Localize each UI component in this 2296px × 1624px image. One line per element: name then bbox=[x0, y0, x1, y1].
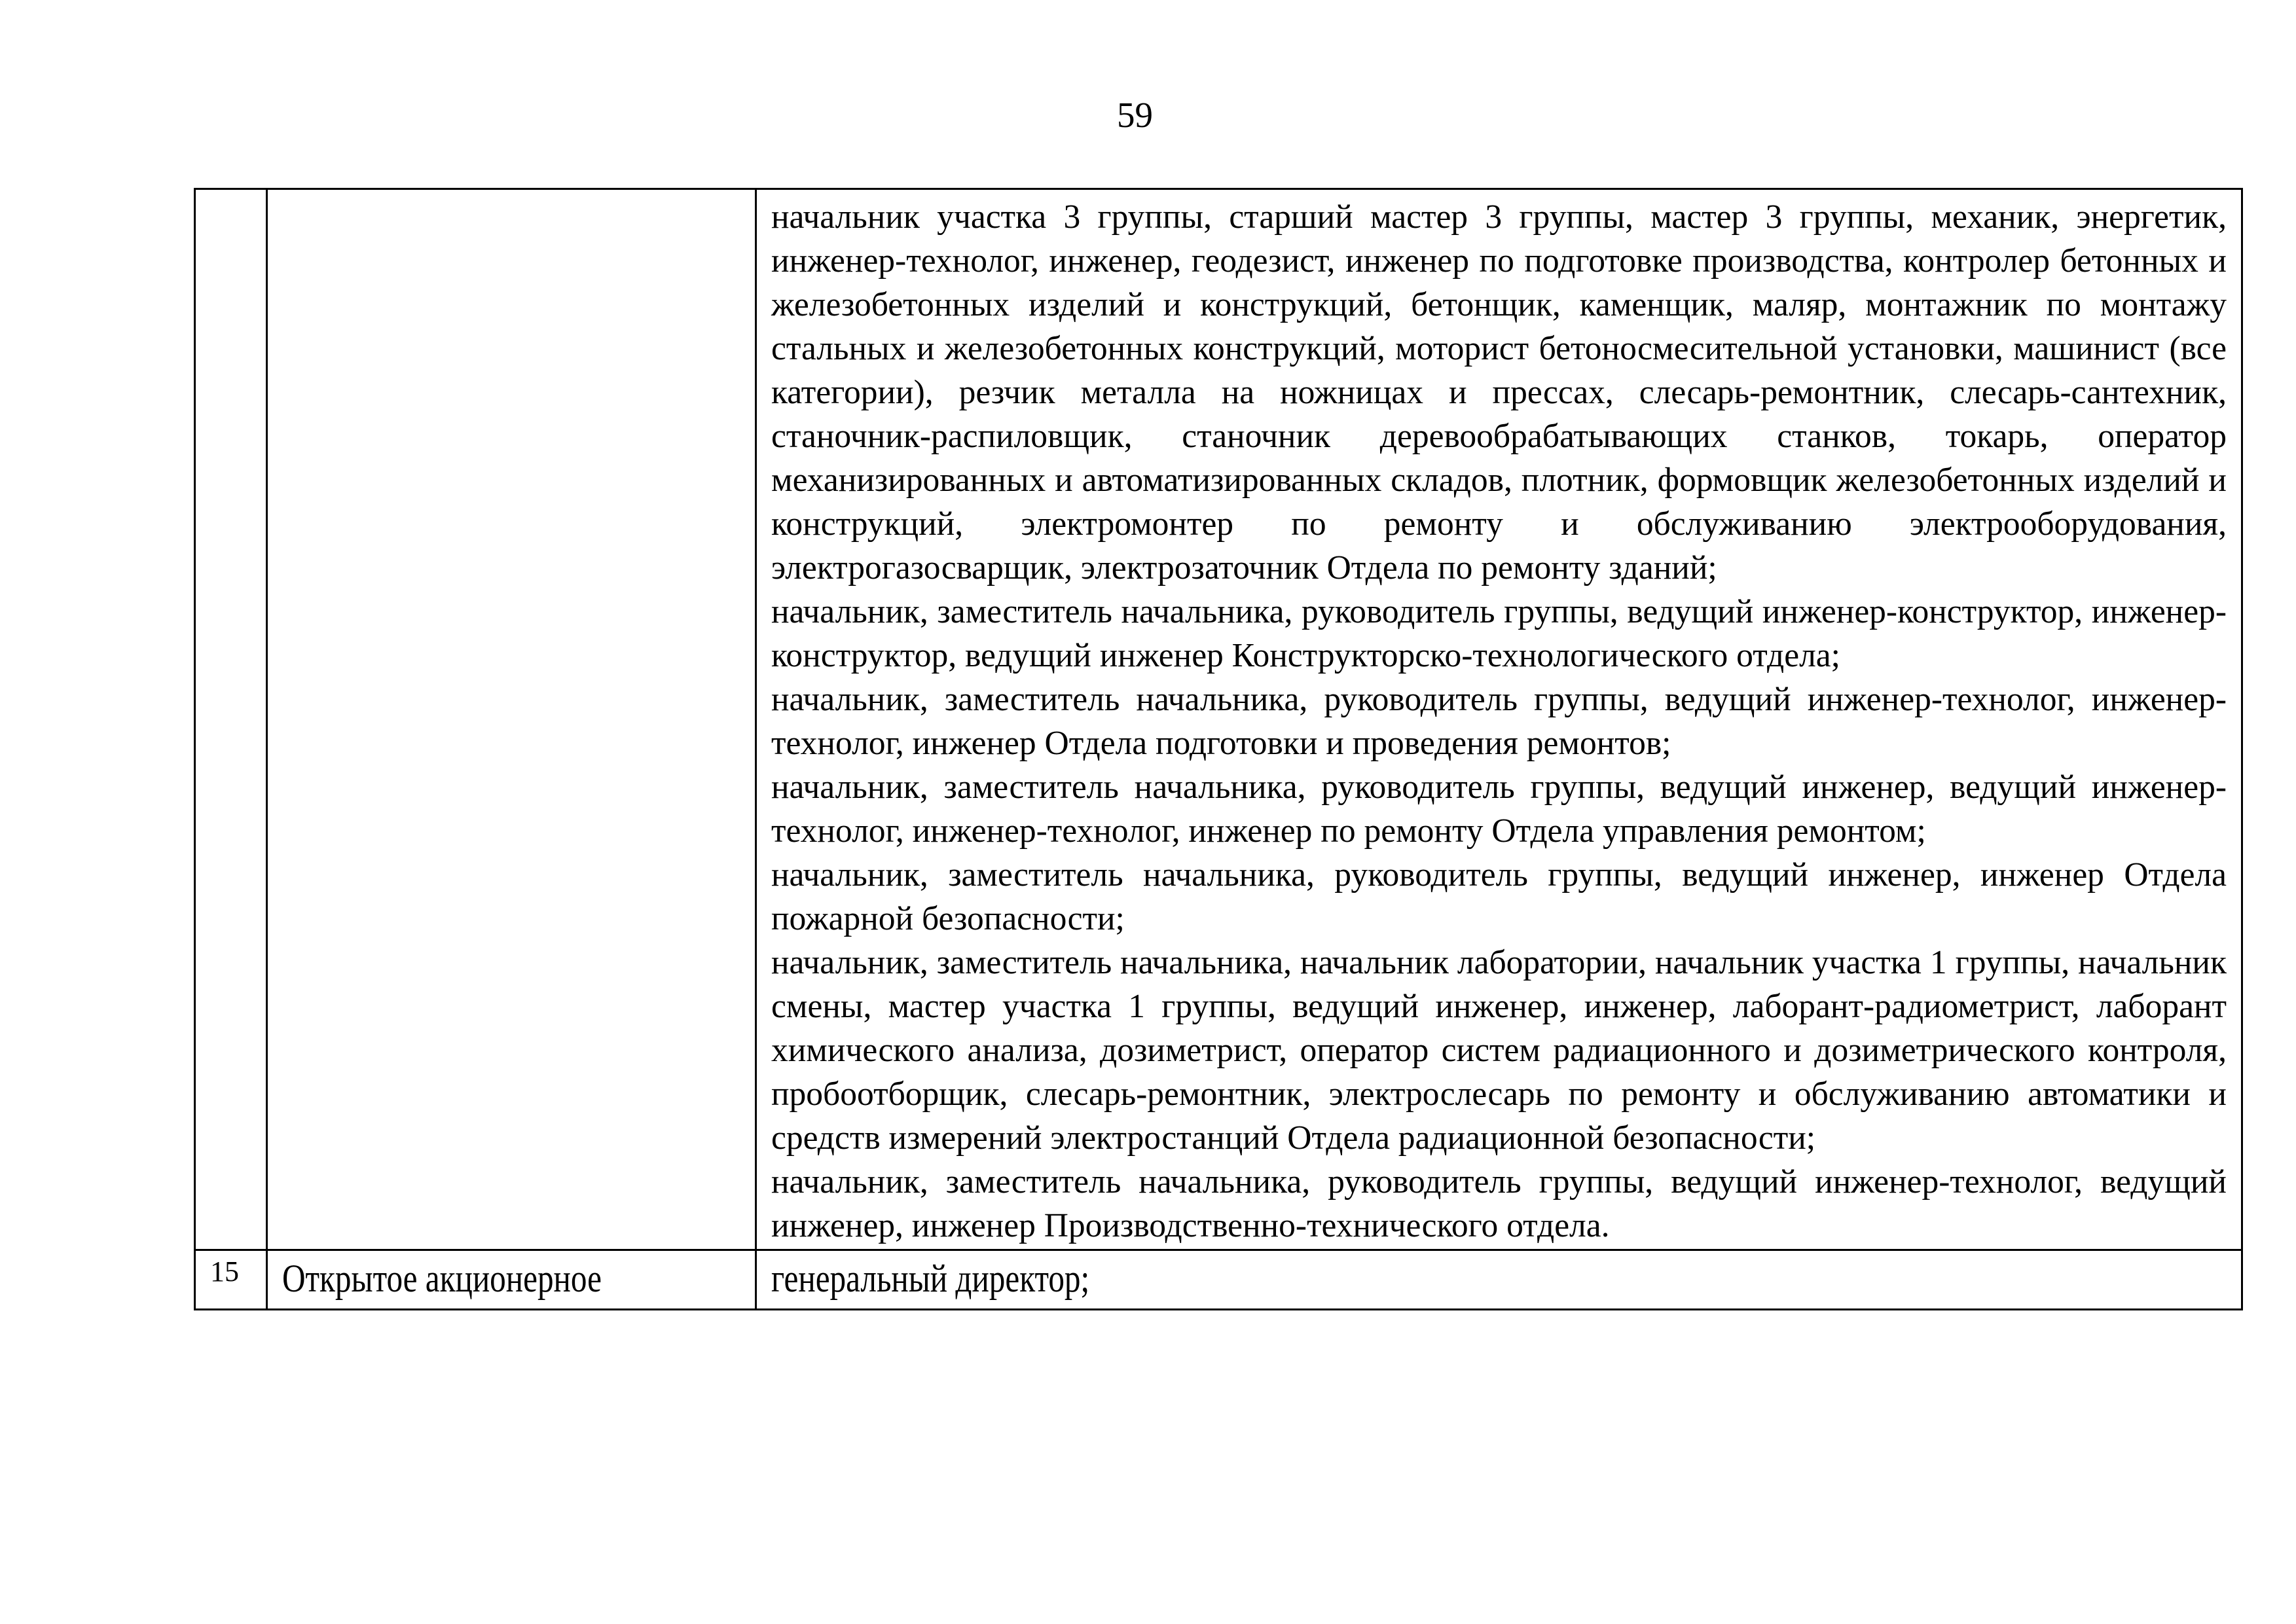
organization-cell bbox=[267, 189, 756, 1250]
positions-paragraph: начальник, заместитель начальника, руководитель группы, ведущий инженер-технолог, ведущий инженер, инженер Производственно-технического отдела. bbox=[771, 1163, 2227, 1244]
positions-paragraph: начальник, заместитель начальника, руководитель группы, ведущий инженер-конструктор, инженер-конструктор, ведущий инженер Конструкторско-технологического отдела; bbox=[771, 593, 2227, 674]
position-text: генеральный директор; bbox=[771, 1257, 1090, 1300]
row-number-cell bbox=[195, 189, 267, 1250]
positions-paragraph: начальник участка 3 группы, старший мастер 3 группы, мастер 3 группы, механик, энергетик, инженер-технолог, инженер, геодезист, инженер по подготовке производства, контролер бетонных и железобетонных изделий и конструкций, бетонщик, каменщик, маляр, монтажник по монтажу стальных и железобетонных конструкций, моторист бетоносмесительной установки, машинист (все категории), резчик металла на ножницах и прессах, слесарь-ремонтник, слесарь-сантехник, станочник-распиловщик, станочник деревообрабатывающих станков, токарь, оператор механизированных и автоматизированных складов, плотник, формовщик железобетонных изделий и конструкций, электромонтер по ремонту и обслуживанию электрооборудования, электрогазосварщик, электрозаточник Отдела по ремонту зданий; bbox=[771, 198, 2227, 586]
table-row bbox=[195, 1250, 2242, 1310]
table-row bbox=[195, 189, 2242, 1250]
positions-paragraph: начальник, заместитель начальника, руководитель группы, ведущий инженер-технолог, инженер-технолог, инженер Отдела подготовки и проведения ремонтов; bbox=[771, 681, 2227, 762]
positions-cell bbox=[756, 189, 2242, 1250]
page-number: 59 bbox=[1117, 95, 1153, 135]
row-number-cell bbox=[195, 1250, 267, 1310]
organization-cell bbox=[267, 1250, 756, 1310]
row-number: 15 bbox=[210, 1255, 239, 1288]
organization-name: Открытое акционерное bbox=[282, 1257, 602, 1300]
positions-paragraph: начальник, заместитель начальника, руководитель группы, ведущий инженер, инженер Отдела пожарной безопасности; bbox=[771, 856, 2227, 937]
positions-cell bbox=[756, 1250, 2242, 1310]
positions-paragraph: начальник, заместитель начальника, руководитель группы, ведущий инженер, ведущий инженер-технолог, инженер-технолог, инженер по ремонту Отдела управления ремонтом; bbox=[771, 768, 2227, 850]
positions-paragraph: начальник, заместитель начальника, начальник лаборатории, начальник участка 1 группы, начальник смены, мастер участка 1 группы, ведущий инженер, инженер, лаборант-радиометрист, лаборант химического анализа, дозиметрист, оператор систем радиационного и дозиметрического контроля, пробоотборщик, слесарь-ремонтник, электрослесарь по ремонту и обслуживанию автоматики и средств измерений электростанций Отдела радиационной безопасности; bbox=[771, 944, 2227, 1157]
positions-table bbox=[194, 188, 2243, 1310]
